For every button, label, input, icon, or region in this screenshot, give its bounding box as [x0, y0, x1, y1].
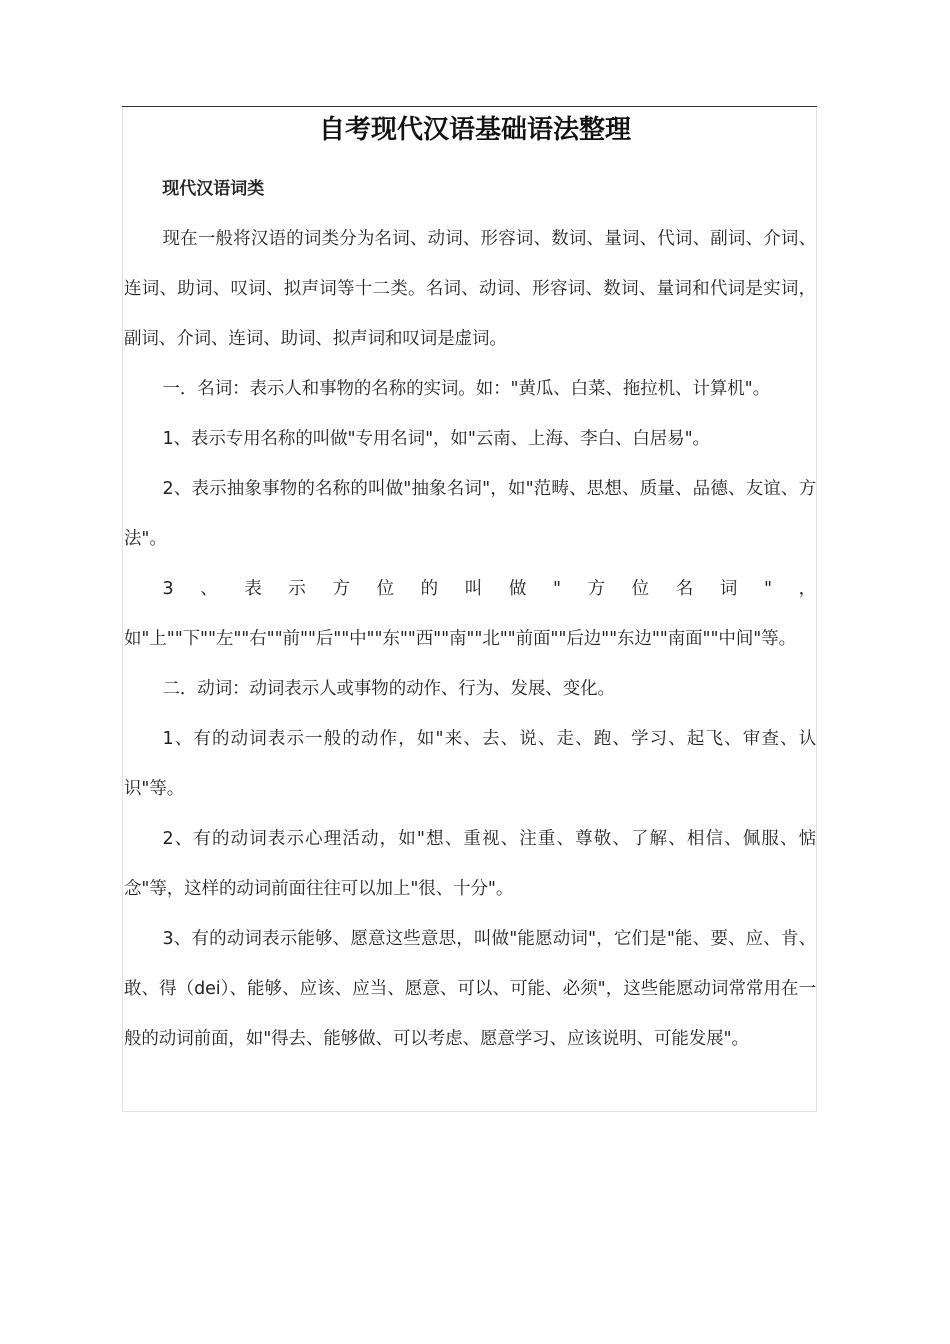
- paragraph-modal-verb: 3、有的动词表示能够、愿意这些意思，叫做"能愿动词"，它们是"能、要、应、肯、敢、得（dei）、能够、应该、应当、愿意、可以、可能、必须"，这些能愿动词常常用在一般的动词前面，如"得去、能够做、可以考虑、愿意学习、应该说明、可能发展"。: [124, 929, 816, 1049]
- paragraph-intro: 现在一般将汉语的词类分为名词、动词、形容词、数词、量词、代词、副词、介词、连词、助词、叹词、拟声词等十二类。名词、动词、形容词、数词、量词和代词是实词，副词、介词、连词、助词、拟声词和叹词是虚词。: [124, 229, 816, 349]
- paragraph-action-verb: 1、有的动词表示一般的动作，如"来、去、说、走、跑、学习、起飞、审查、认识"等。: [124, 729, 816, 799]
- paragraph-proper-noun: 1、表示专用名称的叫做"专用名词"，如"云南、上海、李白、白居易"。: [162, 429, 710, 449]
- document-body: [124, 164, 816, 1064]
- document-title: 自考现代汉语基础语法整理: [318, 115, 631, 145]
- section-heading: 现代汉语词类: [162, 179, 265, 199]
- paragraph-abstract-noun: 2、表示抽象事物的名称的叫做"抽象名词"，如"范畴、思想、质量、品德、友谊、方法"。: [124, 479, 816, 549]
- paragraph-verb-definition: 二．动词：动词表示人或事物的动作、行为、发展、变化。: [162, 679, 615, 699]
- paragraph-mental-verb: 2、有的动词表示心理活动，如"想、重视、注重、尊敬、了解、相信、佩服、惦念"等，这样的动词前面往往可以加上"很、十分"。: [124, 829, 816, 899]
- paragraph-noun-definition: 一．名词：表示人和事物的名称的实词。如："黄瓜、白菜、拖拉机、计算机"。: [162, 379, 770, 399]
- paragraph-locative-noun: 3、表示方位的叫做"方位名词"，如"上""下""左""右""前""后""中""东""西""南""北""前面""后边""东边""南面""中间"等。: [124, 579, 816, 649]
